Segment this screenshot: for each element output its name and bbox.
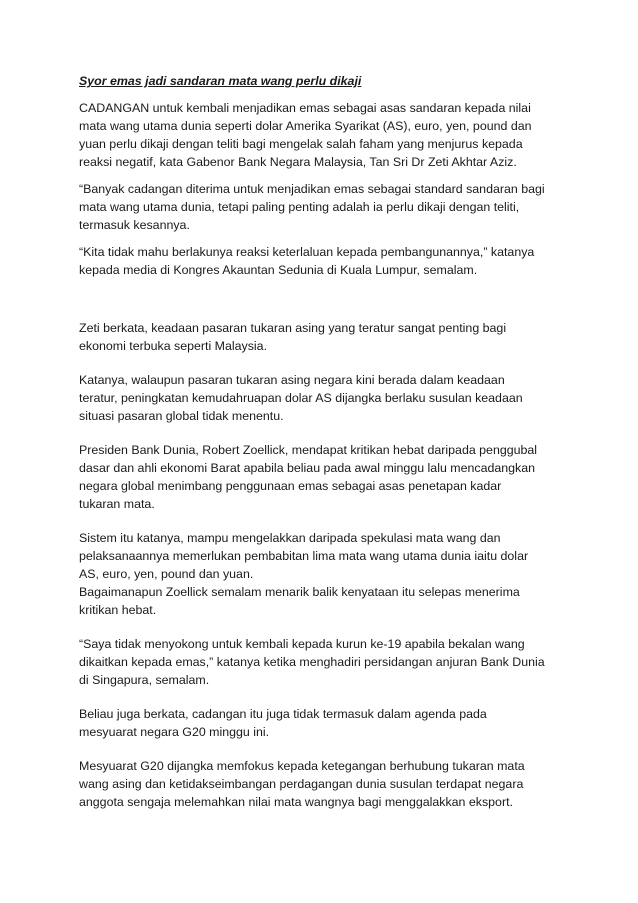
paragraph-6 [79, 441, 559, 513]
paragraph-2 [79, 180, 559, 234]
text-line: Zeti berkata, keadaan pasaran tukaran asing yang teratur sangat penting bagi [79, 321, 507, 335]
text-line: Presiden Bank Dunia, Robert Zoellick, mendapat kritikan hebat daripada penggubal [79, 443, 538, 457]
paragraph-8 [79, 635, 559, 689]
text-line: kritikan hebat. [79, 603, 157, 617]
text-line: Sistem itu katanya, mampu mengelakkan daripada spekulasi mata wang dan [79, 531, 501, 545]
paragraph-9 [79, 705, 559, 741]
document-page [79, 72, 559, 811]
paragraph-4 [79, 319, 559, 355]
text-line: CADANGAN untuk kembali menjadikan emas sebagai asas sandaran kepada nilai [79, 101, 531, 115]
text-line: yuan perlu dikaji dengan teliti bagi mengelak salah faham yang menjurus kepada [79, 137, 523, 151]
text-line: situasi pasaran global tidak menentu. [79, 409, 284, 423]
text-line: mata wang utama dunia seperti dolar Amerika Syarikat (AS), euro, yen, pound dan [79, 119, 532, 133]
text-line: dasar dan ahli ekonomi Barat apabila beliau pada awal minggu lalu mencadangkan [79, 461, 536, 475]
text-line: mata wang utama dunia, tetapi paling penting adalah ia perlu dikaji dengan teliti, [79, 200, 520, 214]
text-line: dikaitkan kepada emas,” katanya ketika menghadiri persidangan anjuran Bank Dunia [79, 655, 545, 669]
text-line: wang asing dan ketidakseimbangan perdagangan dunia susulan terdapat negara [79, 777, 524, 791]
text-line: teratur, peningkatan kemudahruapan dolar AS dijangka berlaku susulan keadaan [79, 391, 523, 405]
paragraph-5 [79, 371, 559, 425]
text-line: Katanya, walaupun pasaran tukaran asing negara kini berada dalam keadaan [79, 373, 505, 387]
text-line: anggota sengaja melemahkan nilai mata wangnya bagi menggalakkan eksport. [79, 795, 513, 809]
paragraph-10 [79, 757, 559, 811]
text-line: di Singapura, semalam. [79, 673, 210, 687]
text-line: kepada media di Kongres Akauntan Sedunia di Kuala Lumpur, semalam. [79, 263, 478, 277]
text-line: reaksi negatif, kata Gabenor Bank Negara Malaysia, Tan Sri Dr Zeti Akhtar Aziz. [79, 155, 517, 169]
text-line: Mesyuarat G20 dijangka memfokus kepada ketegangan berhubung tukaran mata [79, 759, 525, 773]
text-line: “Kita tidak mahu berlakunya reaksi keterlaluan kepada pembangunannya,” katanya [79, 245, 535, 259]
text-line: “Banyak cadangan diterima untuk menjadikan emas sebagai standard sandaran bagi [79, 182, 545, 196]
text-line: ekonomi terbuka seperti Malaysia. [79, 339, 268, 353]
paragraph-1 [79, 99, 559, 171]
text-line: mesyuarat negara G20 minggu ini. [79, 725, 270, 739]
text-line: “Saya tidak menyokong untuk kembali kepada kurun ke-19 apabila bekalan wang [79, 637, 525, 651]
article-title: Syor emas jadi sandaran mata wang perlu dikaji [79, 74, 362, 88]
text-line: termasuk kesannya. [79, 218, 190, 232]
text-line: Bagaimanapun Zoellick semalam menarik balik kenyataan itu selepas menerima [79, 585, 520, 599]
text-line: tukaran mata. [79, 497, 155, 511]
paragraph-7 [79, 529, 559, 619]
text-line: negara global menimbang penggunaan emas sebagai asas penetapan kadar [79, 479, 502, 493]
text-line: Beliau juga berkata, cadangan itu juga tidak termasuk dalam agenda pada [79, 707, 487, 721]
paragraph-3 [79, 243, 559, 279]
text-line: AS, euro, yen, pound dan yuan. [79, 567, 254, 581]
text-line: pelaksanaannya memerlukan pembabitan lima mata wang utama dunia iaitu dolar [79, 549, 529, 563]
